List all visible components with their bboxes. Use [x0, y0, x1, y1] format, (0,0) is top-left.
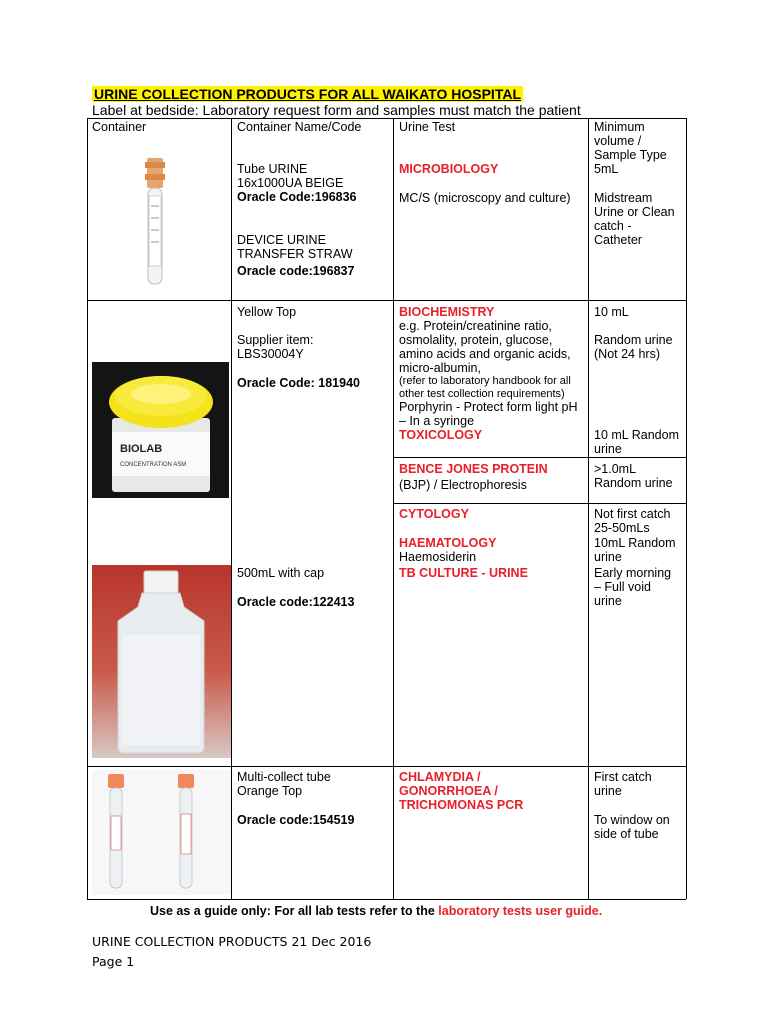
- orange-top-tubes-image: [92, 770, 231, 895]
- haematology-min-volume: 10mL Random urine: [594, 536, 676, 564]
- yellow-top-name: Yellow Top: [237, 305, 297, 319]
- lab-tests-user-guide-link[interactable]: laboratory tests user guide.: [438, 904, 603, 918]
- bence-jones-heading: BENCE JONES PROTEIN: [399, 462, 548, 476]
- multi-collect-name: Multi-collect tube: [237, 770, 331, 784]
- device-urine-desc: TRANSFER STRAW: [237, 247, 353, 261]
- guide-note-prefix: Use as a guide only: For all lab tests refer to the: [150, 904, 439, 918]
- page-number: Page 1: [92, 954, 135, 969]
- haematology-detail: Haemosiderin: [399, 550, 477, 564]
- jar-label-subtext: CONCENTRATION ASM: [120, 462, 187, 468]
- bence-jones-detail: (BJP) / Electrophoresis: [399, 478, 527, 492]
- microbiology-sample-type: Midstream Urine or Clean catch - Catheter: [594, 191, 675, 247]
- multi-collect-desc: Orange Top: [237, 784, 303, 798]
- yellow-top-jar-image: [92, 362, 229, 498]
- document-footer-name: URINE COLLECTION PRODUCTS 21 Dec 2016: [92, 934, 372, 949]
- tube-urine-desc: 16x1000UA BEIGE: [237, 176, 344, 190]
- guide-note: [150, 904, 602, 918]
- supplier-item-code: LBS30004Y: [237, 347, 304, 361]
- 500ml-bottle-image: [92, 565, 231, 758]
- tb-culture-sample-type: Early morning – Full void urine: [594, 566, 672, 608]
- tube-urine-name: Tube URINE: [237, 162, 308, 176]
- col-header-name-code: Container Name/Code: [237, 120, 362, 134]
- col-header-container: Container: [92, 120, 147, 134]
- toxicology-heading: TOXICOLOGY: [399, 428, 483, 442]
- multi-collect-oracle-code: Oracle code:154519: [237, 813, 355, 827]
- device-urine-name: DEVICE URINE: [237, 233, 326, 247]
- col-header-urine-test: Urine Test: [399, 120, 456, 134]
- cytology-min-volume: Not first catch 25-50mLs: [594, 507, 671, 535]
- biochemistry-note: (refer to laboratory handbook for all other test collection requirements): [399, 375, 571, 400]
- page-title: URINE COLLECTION PRODUCTS FOR ALL WAIKATO HOSPITAL: [94, 86, 521, 102]
- bottle-oracle-code: Oracle code:122413: [237, 595, 355, 609]
- biochemistry-sample-type: Random urine (Not 24 hrs): [594, 333, 673, 361]
- page-subtitle: Label at bedside: Laboratory request form and samples must match the patient: [92, 102, 581, 118]
- bence-jones-min-volume: >1.0mL Random urine: [594, 462, 673, 490]
- yellow-top-oracle-code: Oracle Code: 181940: [237, 376, 360, 390]
- porphyrin-note: Porphyrin - Protect form light pH – In a syringe: [399, 400, 578, 428]
- urine-tube-image: [135, 156, 175, 292]
- chlamydia-heading: CHLAMYDIA / GONORRHOEA / TRICHOMONAS PCR: [399, 770, 524, 812]
- col-header-minimum: Minimum volume / Sample Type: [594, 120, 667, 162]
- tb-culture-heading: TB CULTURE - URINE: [399, 566, 528, 580]
- biochemistry-detail: e.g. Protein/creatinine ratio, osmolality, protein, glucose, amino acids and organic acids, micro-albumin,: [399, 319, 571, 375]
- jar-label-text: BIOLAB: [120, 443, 163, 455]
- biochemistry-heading: BIOCHEMISTRY: [399, 305, 495, 319]
- chlamydia-sample-note: To window on side of tube: [594, 813, 670, 841]
- chlamydia-min-volume: First catch urine: [594, 770, 652, 798]
- bottle-500ml-name: 500mL with cap: [237, 566, 325, 580]
- cytology-heading: CYTOLOGY: [399, 507, 469, 521]
- tube-oracle-code: Oracle Code:196836: [237, 190, 357, 204]
- microbiology-detail: MC/S (microscopy and culture): [399, 191, 571, 205]
- device-oracle-code: Oracle code:196837: [237, 264, 355, 278]
- supplier-item-label: Supplier item:: [237, 333, 314, 347]
- toxicology-min-volume: 10 mL Random urine: [594, 428, 679, 456]
- biochemistry-min-volume: 10 mL: [594, 305, 629, 319]
- microbiology-heading: MICROBIOLOGY: [399, 162, 499, 176]
- microbiology-min-volume: 5mL: [594, 162, 619, 176]
- haematology-heading: HAEMATOLOGY: [399, 536, 497, 550]
